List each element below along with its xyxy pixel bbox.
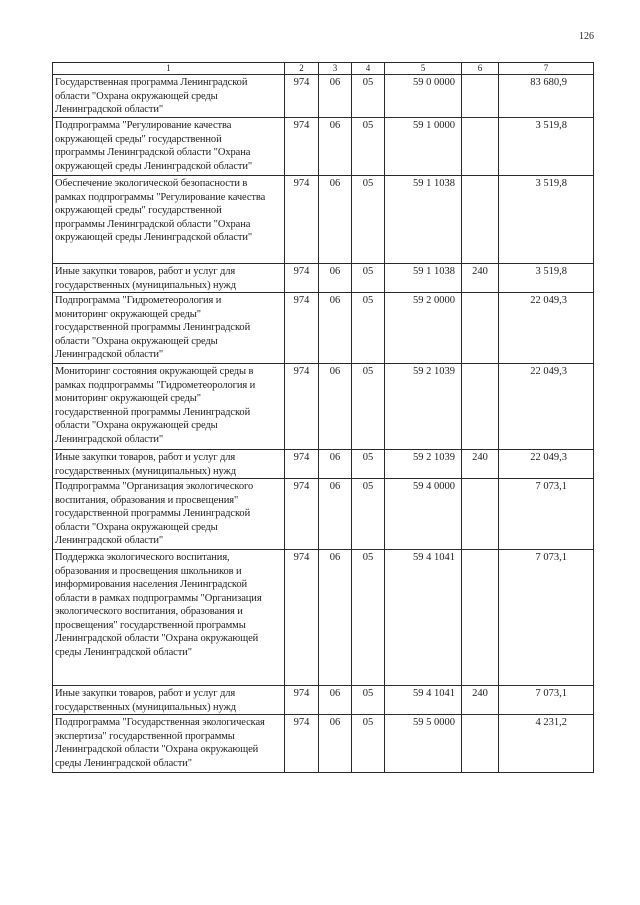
table-row — [53, 75, 594, 118]
column-number-2: 2 — [285, 63, 319, 75]
cell-expense-type — [462, 75, 499, 118]
cell-target-article: 59 2 1039 — [385, 364, 462, 450]
column-number-1: 1 — [53, 63, 285, 75]
cell-expense-type — [462, 550, 499, 686]
cell-amount: 22 049,3 — [499, 450, 594, 479]
cell-subsection: 05 — [352, 479, 385, 550]
column-number-5: 5 — [385, 63, 462, 75]
cell-amount: 7 073,1 — [499, 686, 594, 715]
cell-amount: 22 049,3 — [499, 293, 594, 364]
cell-target-article: 59 0 0000 — [385, 75, 462, 118]
cell-section: 06 — [319, 450, 352, 479]
cell-amount: 3 519,8 — [499, 176, 594, 264]
cell-subsection: 05 — [352, 550, 385, 686]
cell-subsection: 05 — [352, 118, 385, 176]
cell-expense-type — [462, 479, 499, 550]
cell-admin-code: 974 — [285, 75, 319, 118]
cell-section: 06 — [319, 479, 352, 550]
table-row — [53, 715, 594, 773]
cell-amount: 3 519,8 — [499, 264, 594, 293]
cell-expense-type — [462, 715, 499, 773]
table-row — [53, 293, 594, 364]
cell-description: Подпрограмма "Регулирование качества окружающей среды" государственной программы Ленинградской области "Охрана окружающей среды Ленинградской области" — [53, 118, 285, 176]
cell-description: Государственная программа Ленинградской области "Охрана окружающей среды Ленинградской области" — [53, 75, 285, 118]
cell-subsection: 05 — [352, 450, 385, 479]
table-row — [53, 264, 594, 293]
table-row — [53, 450, 594, 479]
cell-target-article: 59 4 1041 — [385, 550, 462, 686]
cell-target-article: 59 1 0000 — [385, 118, 462, 176]
cell-admin-code: 974 — [285, 450, 319, 479]
cell-section: 06 — [319, 293, 352, 364]
cell-target-article: 59 1 1038 — [385, 176, 462, 264]
cell-description: Иные закупки товаров, работ и услуг для государственных (муниципальных) нужд — [53, 686, 285, 715]
cell-description: Подпрограмма "Гидрометеорология и мониторинг окружающей среды" государственной программы Ленинградской области "Охрана окружающей среды Ленинградской области" — [53, 293, 285, 364]
cell-admin-code: 974 — [285, 715, 319, 773]
cell-expense-type: 240 — [462, 450, 499, 479]
table-row — [53, 479, 594, 550]
cell-target-article: 59 5 0000 — [385, 715, 462, 773]
cell-amount: 3 519,8 — [499, 118, 594, 176]
column-number-3: 3 — [319, 63, 352, 75]
cell-subsection: 05 — [352, 264, 385, 293]
cell-subsection: 05 — [352, 176, 385, 264]
cell-admin-code: 974 — [285, 293, 319, 364]
cell-amount: 83 680,9 — [499, 75, 594, 118]
table-row — [53, 364, 594, 450]
cell-admin-code: 974 — [285, 364, 319, 450]
cell-description: Иные закупки товаров, работ и услуг для государственных (муниципальных) нужд — [53, 264, 285, 293]
page-number: 126 — [579, 31, 594, 42]
table-header-row — [53, 63, 594, 75]
cell-description: Иные закупки товаров, работ и услуг для государственных (муниципальных) нужд — [53, 450, 285, 479]
cell-target-article: 59 4 1041 — [385, 686, 462, 715]
cell-section: 06 — [319, 364, 352, 450]
cell-admin-code: 974 — [285, 176, 319, 264]
table-row — [53, 118, 594, 176]
cell-description: Обеспечение экологической безопасности в рамках подпрограммы "Регулирование качества окружающей среды" государственной программы Ленинградской области "Охрана окружающей среды Ленинградской области" — [53, 176, 285, 264]
cell-target-article: 59 4 0000 — [385, 479, 462, 550]
cell-amount: 7 073,1 — [499, 550, 594, 686]
cell-expense-type — [462, 293, 499, 364]
cell-description: Мониторинг состояния окружающей среды в рамках подпрограммы "Гидрометеорология и мониторинг окружающей среды" государственной программы Ленинградской области "Охрана окружающей среды Ленинградской области" — [53, 364, 285, 450]
cell-admin-code: 974 — [285, 479, 319, 550]
table-row — [53, 686, 594, 715]
cell-admin-code: 974 — [285, 686, 319, 715]
budget-table — [52, 62, 594, 773]
cell-description: Подпрограмма "Государственная экологическая экспертиза" государственной программы Ленинградской области "Охрана окружающей среды Ленинградской области" — [53, 715, 285, 773]
cell-section: 06 — [319, 118, 352, 176]
cell-section: 06 — [319, 550, 352, 686]
column-number-4: 4 — [352, 63, 385, 75]
cell-section: 06 — [319, 264, 352, 293]
cell-section: 06 — [319, 176, 352, 264]
cell-subsection: 05 — [352, 293, 385, 364]
cell-section: 06 — [319, 686, 352, 715]
cell-subsection: 05 — [352, 364, 385, 450]
cell-description: Поддержка экологического воспитания, образования и просвещения школьников и информирования населения Ленинградской области в рамках подпрограммы "Организация экологического воспитания, образования и просвещения" государственной программы Ленинградской области "Охрана окружающей среды Ленинградской области" — [53, 550, 285, 686]
cell-section: 06 — [319, 75, 352, 118]
column-number-7: 7 — [499, 63, 594, 75]
cell-admin-code: 974 — [285, 550, 319, 686]
cell-amount: 22 049,3 — [499, 364, 594, 450]
cell-expense-type — [462, 118, 499, 176]
table-row — [53, 176, 594, 264]
cell-expense-type — [462, 176, 499, 264]
cell-subsection: 05 — [352, 686, 385, 715]
cell-expense-type — [462, 364, 499, 450]
cell-amount: 7 073,1 — [499, 479, 594, 550]
cell-section: 06 — [319, 715, 352, 773]
table-row — [53, 550, 594, 686]
cell-target-article: 59 2 0000 — [385, 293, 462, 364]
cell-expense-type: 240 — [462, 264, 499, 293]
cell-subsection: 05 — [352, 715, 385, 773]
cell-description: Подпрограмма "Организация экологического воспитания, образования и просвещения" государственной программы Ленинградской области "Охрана окружающей среды Ленинградской области" — [53, 479, 285, 550]
table-body — [53, 63, 594, 773]
cell-target-article: 59 2 1039 — [385, 450, 462, 479]
cell-amount: 4 231,2 — [499, 715, 594, 773]
cell-target-article: 59 1 1038 — [385, 264, 462, 293]
column-number-6: 6 — [462, 63, 499, 75]
cell-expense-type: 240 — [462, 686, 499, 715]
cell-admin-code: 974 — [285, 264, 319, 293]
cell-admin-code: 974 — [285, 118, 319, 176]
cell-subsection: 05 — [352, 75, 385, 118]
